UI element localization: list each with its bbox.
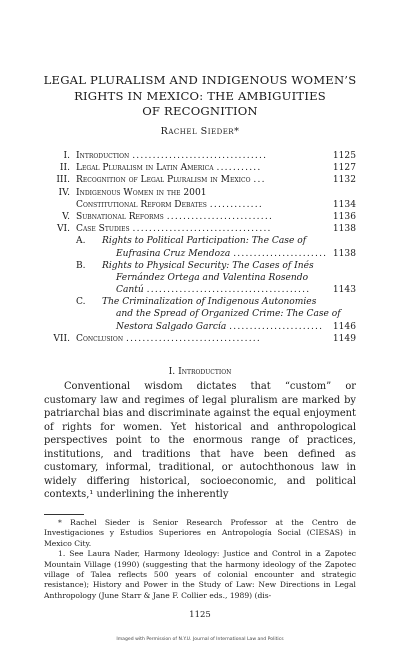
table-of-contents (44, 150, 356, 345)
toc-sub-letter: A. (76, 236, 86, 247)
footnote-1: 1. See Laura Nader, Harmony Ideology: Justice and Control in a Zapotec Mountain Village (1990) (suggesting that the harmony ideology of the Zapotec village of Talea reflects 500 years of colonial encounter and strategic resistance); History and Power in the Study of Law: New Directions in Legal Anthropology (June Starr & Jane F. Collier eds., 1989) (dis- (44, 549, 356, 600)
toc-entry (44, 223, 356, 235)
toc-subentry (44, 260, 356, 272)
title-line: RIGHTS IN MEXICO: THE AMBIGUITIES (74, 88, 326, 103)
toc-number: VI. (56, 224, 70, 235)
toc-number: II. (59, 163, 70, 174)
toc-entry (44, 211, 356, 223)
article-title (40, 73, 360, 120)
toc-number: III. (56, 175, 70, 186)
toc-label: Conclusion ................................. (76, 333, 261, 344)
toc-entry (44, 199, 356, 211)
toc-label: Cantú ........................................ (116, 285, 311, 296)
toc-label: and the Spread of Organized Crime: The Case of (116, 309, 341, 320)
toc-label: Indigenous Women in the 2001 (76, 187, 207, 198)
toc-page: 1132 (332, 175, 356, 186)
toc-subentry (44, 296, 356, 308)
toc-label: Rights to Physical Security: The Cases of Inés (102, 260, 314, 271)
toc-entry (44, 333, 356, 345)
toc-subentry (44, 248, 356, 260)
toc-page: 1138 (332, 224, 356, 235)
toc-entry (44, 162, 356, 174)
toc-label: Subnational Reforms .......................... (76, 211, 274, 222)
title-line: OF RECOGNITION (142, 104, 258, 118)
toc-page: 1149 (332, 333, 356, 344)
toc-label: Nestora Salgado García ....................... (116, 321, 324, 332)
toc-subentry (44, 235, 356, 247)
permission-notice: Imaged with Permission of N.Y.U. Journal of International Law and Politics (116, 637, 284, 642)
toc-label: Recognition of Legal Pluralism in Mexico ... (76, 175, 266, 186)
toc-entry (44, 187, 356, 199)
toc-label: Fernández Ortega and Valentina Rosendo (116, 272, 309, 283)
toc-number: VII. (53, 333, 70, 344)
toc-entry (44, 174, 356, 186)
toc-page: 1146 (332, 321, 356, 332)
toc-label: Eufrasina Cruz Mendoza ....................... (116, 248, 328, 259)
toc-sub-letter: C. (76, 297, 86, 308)
author-name: Rachel Sieder* (160, 126, 240, 137)
footnote-author: * Rachel Sieder is Senior Research Professor at the Centro de Investigaciones y Estudios Superiores en Antropología Social (CIESAS) in Mexico City. (44, 518, 356, 548)
body-paragraph: Conventional wisdom dictates that “custom” or customary law and regimes of legal pluralism are marked by patriarchal bias and discriminate against the equal enjoyment of rights for women. Yet historical and anthropological perspectives point to the enormous range of practices, institutions, and traditions that have been defined as customary, informal, traditional, or autochthonous law in widely differing historical, socioeconomic, and political contexts,¹ underlining the inherently (44, 381, 356, 500)
title-line: LEGAL PLURALISM AND INDIGENOUS WOMEN’S (43, 73, 357, 87)
toc-subentry (44, 321, 356, 333)
toc-sub-letter: B. (76, 260, 86, 271)
toc-page: 1136 (332, 211, 356, 222)
section-heading: I. Introduction (168, 366, 232, 377)
toc-subentry (44, 272, 356, 284)
toc-label: Case Studies .................................. (76, 224, 272, 235)
body-text (44, 380, 356, 502)
toc-label: Constitutional Reform Debates ............. (76, 199, 263, 210)
toc-label: The Criminalization of Indigenous Autonomies (102, 297, 317, 308)
toc-subentry (44, 308, 356, 320)
footnotes (44, 518, 356, 601)
toc-page: 1127 (332, 163, 356, 174)
footnote-divider (44, 514, 84, 515)
toc-label: Legal Pluralism in Latin America ........... (76, 163, 262, 174)
toc-number: IV. (58, 187, 70, 198)
page-number: 1125 (189, 610, 211, 620)
toc-page: 1143 (332, 285, 356, 296)
toc-label: Introduction ................................. (76, 151, 268, 161)
toc-page: 1134 (332, 199, 356, 210)
toc-page: 1125 (332, 151, 356, 161)
toc-subentry (44, 284, 356, 296)
toc-page: 1138 (332, 248, 356, 259)
toc-number: V. (62, 211, 70, 222)
toc-entry (44, 150, 356, 162)
toc-label: Rights to Political Participation: The Case of (102, 236, 307, 247)
toc-number: I. (63, 151, 70, 161)
